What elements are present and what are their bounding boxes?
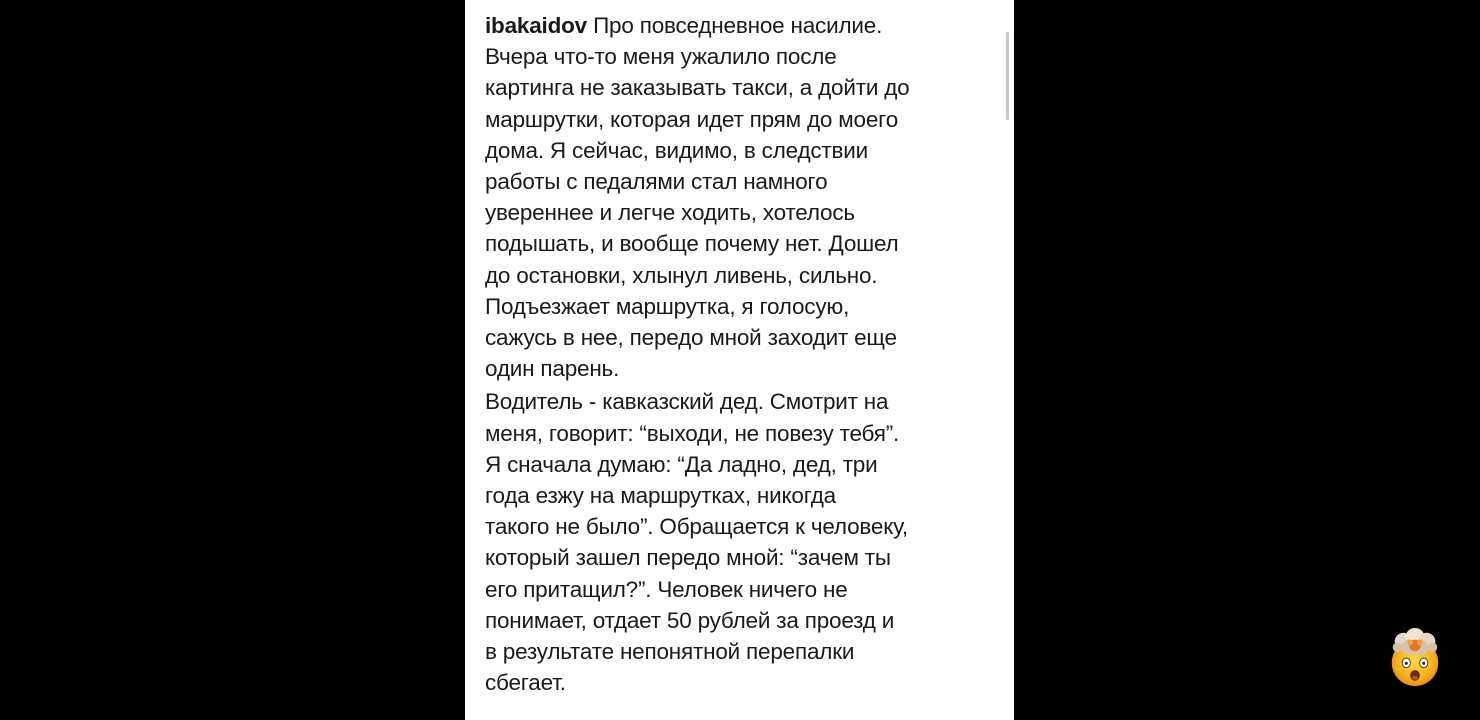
caption-line: в результате непонятной перепалки (485, 639, 855, 665)
caption-line: работы с педалями стал намного (485, 169, 828, 195)
caption-line: меня, говорит: “выходи, не повезу тебя”. (485, 420, 900, 446)
caption-line: Подъезжает маршрутка, я голосую, (485, 293, 850, 319)
caption-line: увереннее и легче ходить, хотелось (485, 200, 855, 226)
caption-line: который зашел передо мной: “зачем ты (485, 545, 891, 571)
caption-line: сбегает. (485, 670, 566, 696)
caption-line: года езжу на маршрутках, никогда (485, 483, 836, 509)
exploding-head-icon (1384, 626, 1446, 688)
caption-line: сажусь в нее, передо мной заходит еще (485, 325, 897, 351)
caption-line: Водитель - кавказский дед. Смотрит на (485, 389, 889, 415)
caption-line: такого не было”. Обращается к человеку, (485, 514, 908, 540)
caption-line: до остановки, хлынул ливень, сильно. (485, 262, 878, 288)
caption-line: Я сначала думаю: “Да ладно, дед, три (485, 451, 878, 477)
caption-line: маршрутки, которая идет прям до моего (485, 106, 899, 132)
post-caption (485, 10, 1000, 698)
post-panel (465, 0, 1014, 720)
scrollbar-thumb[interactable] (1006, 32, 1009, 120)
caption-first-line (485, 10, 1000, 41)
post-username[interactable]: ibakaidov (485, 13, 587, 38)
caption-line: картинга не заказывать такси, а дойти до (485, 75, 910, 101)
caption-line: его притащил?”. Человек ничего не (485, 576, 848, 602)
post-title: Про повседневное насилие. (593, 13, 883, 38)
caption-line: один парень. (485, 356, 620, 382)
caption-line: дома. Я сейчас, видимо, в следствии (485, 137, 869, 163)
caption-line: подышать, и вообще почему нет. Дошел (485, 231, 899, 257)
caption-line: Вчера что-то меня ужалило после (485, 44, 837, 70)
caption-line: понимает, отдает 50 рублей за проезд и (485, 607, 895, 633)
